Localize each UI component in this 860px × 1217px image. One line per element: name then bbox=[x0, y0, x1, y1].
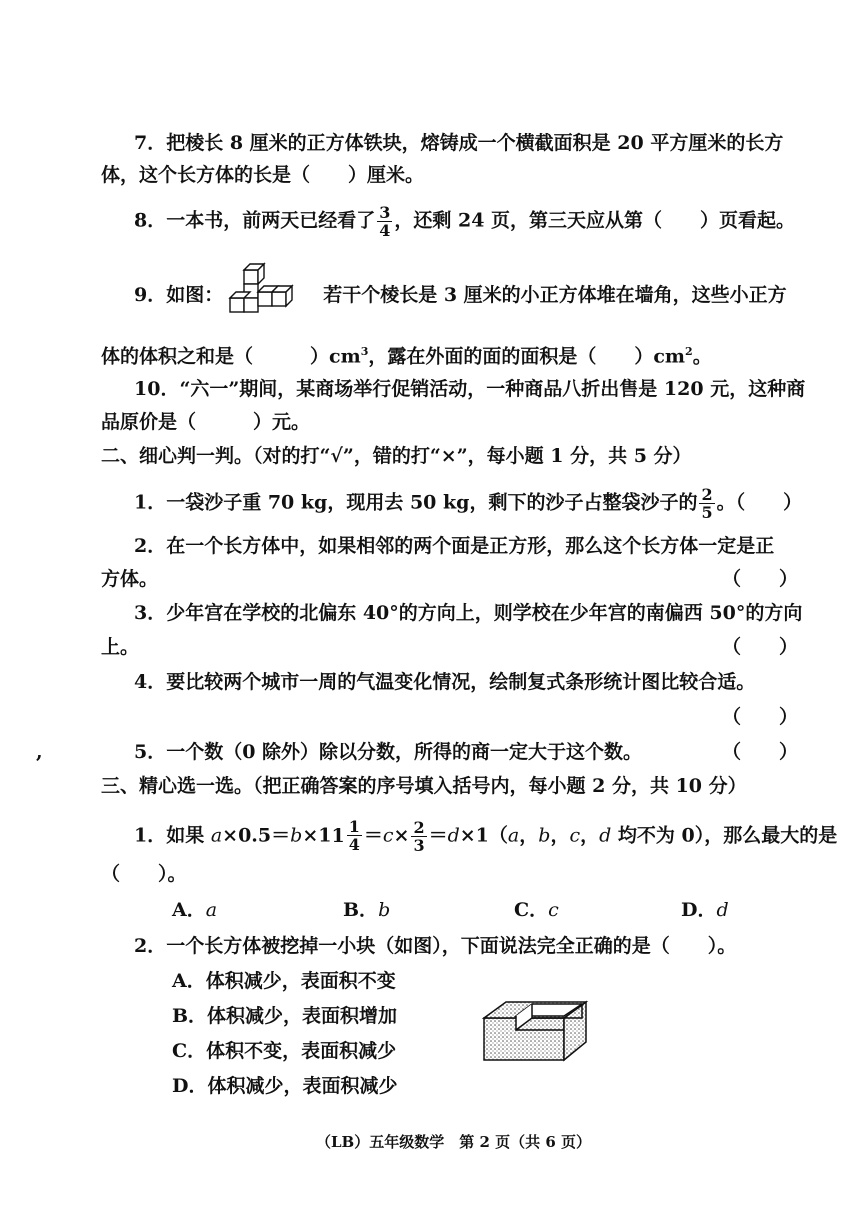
cond-sep1: ， bbox=[519, 824, 539, 847]
opt-d-letter: D． bbox=[681, 899, 717, 921]
c2-option-a[interactable]: A．体积减少，表面积不变 bbox=[172, 970, 396, 992]
c1-times05: ×0.5＝ bbox=[222, 824, 291, 847]
q10-line2: 品原价是（ ）元。 bbox=[101, 411, 311, 433]
j1-fraction-num: 2 bbox=[701, 485, 713, 504]
var-b: b bbox=[290, 824, 303, 847]
c1-mixed-number bbox=[331, 818, 363, 853]
c1-cond-rest: 均不为 0），那么最大的是 bbox=[611, 824, 838, 847]
c2-option-d[interactable]: D．体积减少，表面积减少 bbox=[172, 1075, 398, 1097]
c1-eq2: ＝ bbox=[428, 824, 448, 847]
j3-answer-paren[interactable]: （ ） bbox=[722, 636, 799, 658]
margin-mark: , bbox=[36, 741, 43, 763]
q9-b1: 体的体积之和是（ ）cm bbox=[101, 345, 361, 368]
c1-option-c[interactable] bbox=[514, 898, 559, 922]
c1-line1 bbox=[134, 818, 837, 854]
c1-option-d[interactable] bbox=[681, 898, 729, 922]
section3-heading: 三、精心选一选。（把正确答案的序号填入括号内，每小题 2 分，共 10 分） bbox=[101, 775, 747, 797]
stacked-cubes-figure bbox=[224, 262, 302, 322]
c1-option-a[interactable] bbox=[172, 898, 217, 922]
q8-fraction-den: 4 bbox=[379, 221, 391, 240]
j1-line bbox=[134, 486, 802, 521]
q8-fraction bbox=[377, 204, 392, 239]
c1-option-b[interactable] bbox=[343, 898, 390, 922]
c1-times: × bbox=[393, 824, 410, 847]
q9-text-pre: 9．如图： bbox=[134, 284, 224, 306]
q8-line bbox=[134, 204, 795, 239]
var-a: a bbox=[210, 824, 223, 847]
j3-line2: 上。 bbox=[101, 636, 140, 658]
cond-c: c bbox=[569, 824, 581, 847]
c2-option-c[interactable]: C．体积不变，表面积减少 bbox=[172, 1040, 397, 1062]
c1-times1: ×1 bbox=[302, 824, 332, 847]
j4-answer-paren[interactable]: （ ） bbox=[722, 706, 799, 728]
q8-fraction-num: 3 bbox=[379, 203, 391, 222]
j4-line: 4．要比较两个城市一周的气温变化情况，绘制复式条形统计图比较合适。 bbox=[134, 671, 756, 693]
opt-c-value: c bbox=[548, 899, 559, 921]
q7-line1: 7．把棱长 8 厘米的正方体铁块，熔铸成一个横截面积是 20 平方厘米的长方 bbox=[134, 132, 784, 154]
c1-f2-den: 3 bbox=[413, 836, 425, 855]
j2-answer-paren[interactable]: （ ） bbox=[722, 568, 799, 590]
c1-cond-open: （ bbox=[488, 824, 508, 847]
j1-fraction bbox=[699, 486, 714, 521]
q9-sup2: 2 bbox=[685, 345, 693, 358]
j1-text-post: 。（ ） bbox=[716, 491, 803, 514]
opt-b-value: b bbox=[378, 899, 391, 921]
q9-b2: ，露在外面的面的面积是（ ）cm bbox=[368, 345, 686, 368]
c1-fraction2 bbox=[411, 819, 426, 854]
opt-d-value: d bbox=[716, 899, 729, 921]
opt-b-letter: B． bbox=[343, 899, 379, 921]
q7-line2: 体，这个长方体的长是（ ）厘米。 bbox=[101, 164, 425, 186]
q8-text-pre: 8．一本书，前两天已经看了 bbox=[134, 209, 376, 232]
cond-d: d bbox=[599, 824, 612, 847]
c2-line: 2．一个长方体被挖掉一小块（如图），下面说法完全正确的是（ ）。 bbox=[134, 935, 737, 957]
c2-option-b[interactable]: B．体积减少，表面积增加 bbox=[172, 1005, 398, 1027]
q8-text-post: ，还剩 24 页，第三天应从第（ ）页看起。 bbox=[394, 209, 796, 232]
j2-line2: 方体。 bbox=[101, 568, 159, 590]
opt-c-letter: C． bbox=[514, 899, 549, 921]
j5-line: 5．一个数（0 除外）除以分数，所得的商一定大于这个数。 bbox=[134, 741, 643, 763]
c1-whole: 1 bbox=[331, 824, 345, 847]
j5-answer-paren[interactable]: （ ） bbox=[722, 741, 799, 763]
q10-line1: 10．“六一”期间，某商场举行促销活动，一种商品八折出售是 120 元，这种商 bbox=[134, 378, 806, 400]
c1-eq1: ＝ bbox=[363, 824, 383, 847]
q9-line2 bbox=[101, 340, 712, 368]
cond-sep2: ， bbox=[550, 824, 570, 847]
cond-b: b bbox=[538, 824, 551, 847]
var-c: c bbox=[382, 824, 394, 847]
page-footer: （LB）五年级数学 第 2 页（共 6 页） bbox=[316, 1133, 591, 1151]
section2-heading: 二、细心判一判。（对的打“√”，错的打“×”，每小题 1 分，共 5 分） bbox=[101, 445, 692, 467]
opt-a-letter: A． bbox=[172, 899, 206, 921]
opt-a-value: a bbox=[205, 899, 218, 921]
j1-fraction-den: 5 bbox=[701, 503, 713, 522]
c1-times-one: ×1 bbox=[459, 824, 489, 847]
c1-answer-paren[interactable]: （ ）。 bbox=[101, 863, 187, 885]
c1-f2-num: 2 bbox=[413, 818, 425, 837]
cuboid-figure bbox=[478, 996, 594, 1066]
q9-text-post: 若干个棱长是 3 厘米的小正方体堆在墙角，这些小正方 bbox=[323, 284, 787, 306]
c1-f1-num: 1 bbox=[348, 817, 360, 836]
cond-sep3: ， bbox=[580, 824, 600, 847]
c1-f1-den: 4 bbox=[348, 835, 360, 854]
cond-a: a bbox=[507, 824, 520, 847]
j2-line1: 2．在一个长方体中，如果相邻的两个面是正方形，那么这个长方体一定是正 bbox=[134, 535, 775, 557]
j1-text-pre: 1．一袋沙子重 70 kg，现用去 50 kg，剩下的沙子占整袋沙子的 bbox=[134, 491, 698, 514]
c1-text-pre: 1．如果 bbox=[134, 824, 211, 847]
var-d: d bbox=[447, 824, 460, 847]
q9-b3: 。 bbox=[692, 345, 712, 368]
c1-fraction1 bbox=[347, 818, 362, 853]
j3-line1: 3．少年宫在学校的北偏东 40°的方向上，则学校在少年宫的南偏西 50°的方向 bbox=[134, 602, 803, 624]
q9-sup1: 3 bbox=[360, 345, 369, 358]
